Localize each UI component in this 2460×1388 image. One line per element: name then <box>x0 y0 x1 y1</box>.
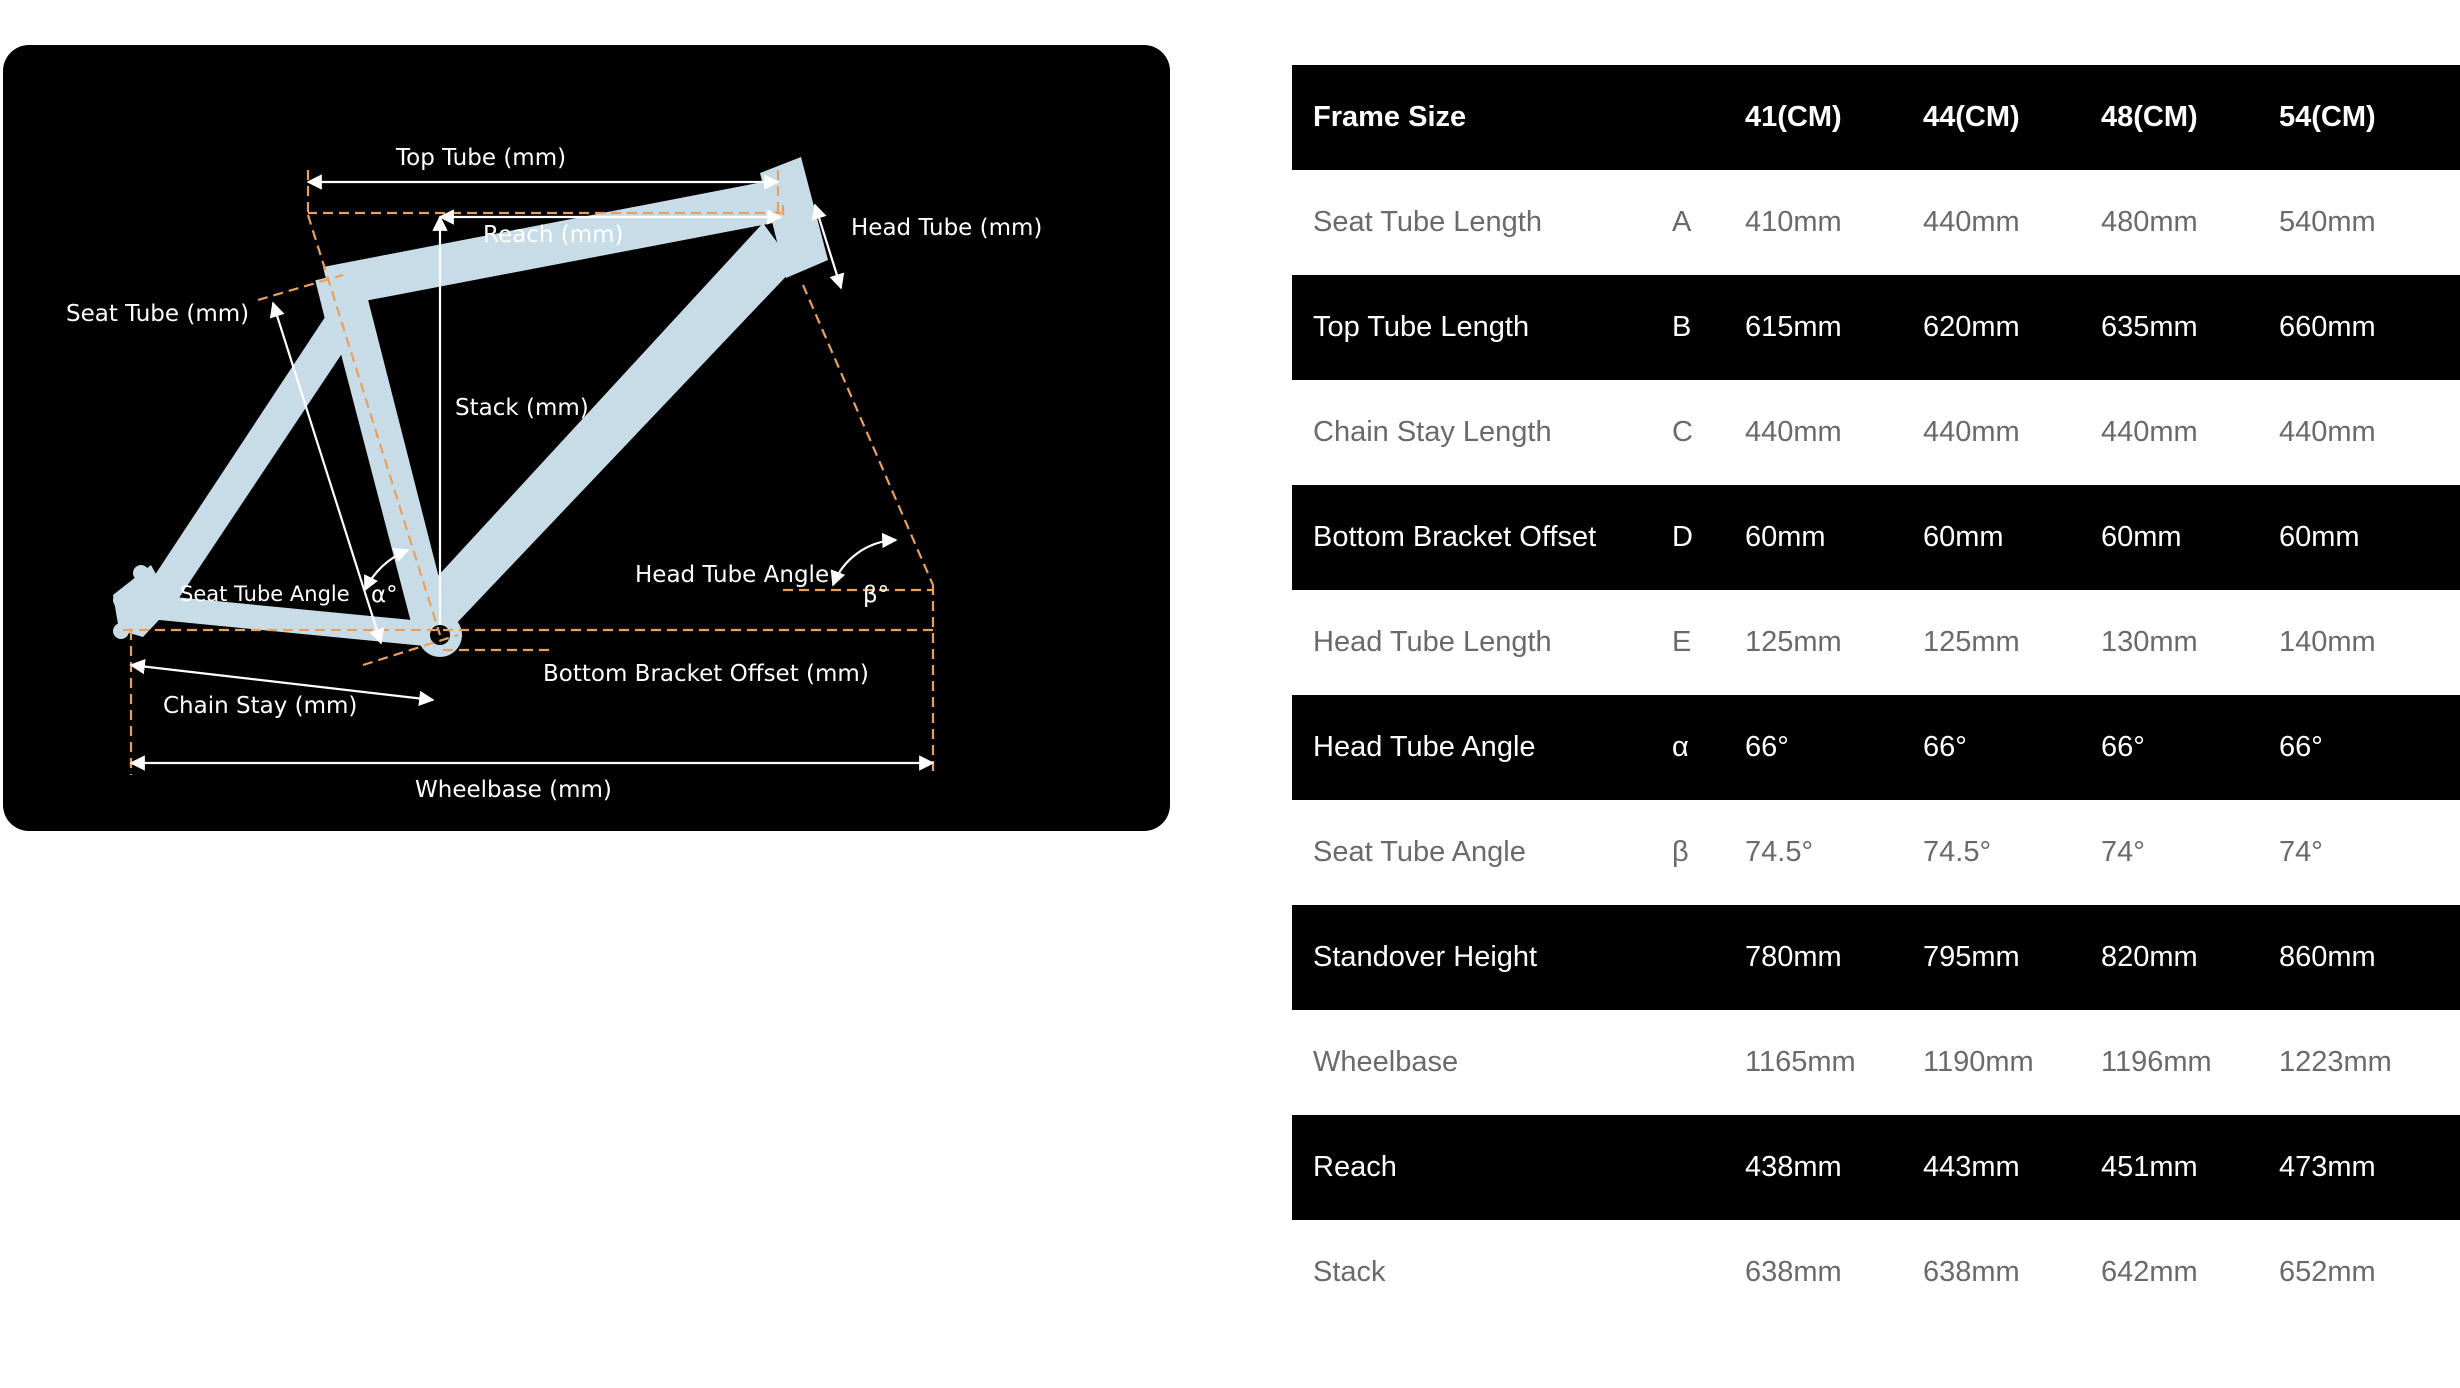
table-row <box>1292 905 2460 1010</box>
row-value: 780mm <box>1745 941 1842 973</box>
row-value: 440mm <box>2279 416 2376 448</box>
table-header-row <box>1292 65 2460 170</box>
row-value: 66° <box>1923 731 1967 763</box>
row-value: 410mm <box>1745 206 1842 238</box>
table-row <box>1292 1115 2460 1220</box>
row-value: 60mm <box>1923 521 2004 553</box>
row-value: 795mm <box>1923 941 2020 973</box>
geometry-table <box>1292 65 2460 1325</box>
row-code <box>1672 1115 1745 1220</box>
row-label: Reach <box>1313 1151 1397 1183</box>
table-row <box>1292 485 2460 590</box>
row-value: 130mm <box>2101 626 2198 658</box>
row-value: 1223mm <box>2279 1046 2392 1078</box>
row-value: 642mm <box>2101 1256 2198 1288</box>
row-value: 125mm <box>1923 626 2020 658</box>
row-code <box>1672 1010 1745 1115</box>
bike-frame-diagram <box>3 45 1170 831</box>
row-value: 638mm <box>1923 1256 2020 1288</box>
row-value: 60mm <box>2279 521 2360 553</box>
beta-label: β° <box>863 582 890 608</box>
table-row <box>1292 275 2460 380</box>
table-row <box>1292 380 2460 485</box>
table-row <box>1292 695 2460 800</box>
row-value: 480mm <box>2101 206 2198 238</box>
row-value: 74° <box>2101 836 2145 868</box>
row-label: Head Tube Length <box>1313 626 1552 658</box>
row-label: Bottom Bracket Offset <box>1313 521 1597 553</box>
table-row <box>1292 590 2460 695</box>
head-tube-angle-label: Head Tube Angle <box>635 562 830 588</box>
row-code: E <box>1672 626 1692 658</box>
row-value: 620mm <box>1923 311 2020 343</box>
header-size-48: 48(CM) <box>2101 101 2198 133</box>
header-frame-size: Frame Size <box>1313 101 1467 133</box>
row-value: 1190mm <box>1923 1046 2034 1078</box>
row-value: 66° <box>2101 731 2145 763</box>
row-value: 66° <box>1745 731 1789 763</box>
row-value: 1196mm <box>2101 1046 2212 1078</box>
row-code: C <box>1672 416 1693 448</box>
header-size-41: 41(CM) <box>1745 101 1842 133</box>
row-code: β <box>1672 836 1689 868</box>
row-value: 652mm <box>2279 1256 2376 1288</box>
reach-label: Reach (mm) <box>483 222 624 248</box>
row-value: 443mm <box>1923 1151 2020 1183</box>
row-value: 1165mm <box>1745 1046 1856 1078</box>
row-value: 438mm <box>1745 1151 1842 1183</box>
row-label: Top Tube Length <box>1313 311 1530 343</box>
row-value: 74.5° <box>1745 836 1814 868</box>
stack-label: Stack (mm) <box>455 395 589 421</box>
row-label: Chain Stay Length <box>1313 416 1552 448</box>
seat-tube-label: Seat Tube (mm) <box>66 301 250 327</box>
row-label: Head Tube Angle <box>1313 731 1536 763</box>
chain-stay-label: Chain Stay (mm) <box>163 693 358 719</box>
alpha-label: α° <box>371 582 398 608</box>
wheelbase-label: Wheelbase (mm) <box>415 777 612 803</box>
row-value: 860mm <box>2279 941 2376 973</box>
row-value: 635mm <box>2101 311 2198 343</box>
seat-stay-shape <box>143 305 351 610</box>
row-code: α <box>1672 731 1689 763</box>
row-value: 60mm <box>2101 521 2182 553</box>
row-value: 540mm <box>2279 206 2376 238</box>
row-label: Stack <box>1313 1256 1386 1288</box>
row-value: 615mm <box>1745 311 1842 343</box>
head-tube-label: Head Tube (mm) <box>851 215 1043 241</box>
row-value: 140mm <box>2279 626 2376 658</box>
header-size-44: 44(CM) <box>1923 101 2020 133</box>
row-value: 638mm <box>1745 1256 1842 1288</box>
geometry-diagram <box>3 45 1170 831</box>
table-row <box>1292 170 2460 275</box>
top-tube-label: Top Tube (mm) <box>396 145 567 171</box>
row-value: 440mm <box>1923 416 2020 448</box>
row-label: Seat Tube Length <box>1313 206 1542 238</box>
row-value: 74° <box>2279 836 2323 868</box>
row-value: 125mm <box>1745 626 1842 658</box>
table-row <box>1292 1010 2460 1115</box>
row-value: 440mm <box>1745 416 1842 448</box>
row-code: A <box>1672 206 1692 238</box>
table-row <box>1292 800 2460 905</box>
header-code <box>1672 65 1745 170</box>
row-code: B <box>1672 311 1692 343</box>
header-size-54: 54(CM) <box>2279 101 2376 133</box>
row-label: Standover Height <box>1313 941 1538 973</box>
row-code <box>1672 905 1745 1010</box>
table-row <box>1292 1220 2460 1325</box>
row-value: 451mm <box>2101 1151 2198 1183</box>
seat-tube-angle-label: Seat Tube Angle <box>180 582 350 606</box>
row-value: 60mm <box>1745 521 1826 553</box>
bottom-bracket-offset-label: Bottom Bracket Offset (mm) <box>543 661 869 687</box>
row-value: 473mm <box>2279 1151 2376 1183</box>
row-value: 74.5° <box>1923 836 1992 868</box>
row-code <box>1672 1220 1745 1325</box>
row-value: 66° <box>2279 731 2323 763</box>
row-value: 820mm <box>2101 941 2198 973</box>
row-value: 440mm <box>2101 416 2198 448</box>
row-label: Seat Tube Angle <box>1313 836 1526 868</box>
row-value: 660mm <box>2279 311 2376 343</box>
row-label: Wheelbase <box>1313 1046 1459 1078</box>
row-value: 440mm <box>1923 206 2020 238</box>
row-code: D <box>1672 521 1693 553</box>
